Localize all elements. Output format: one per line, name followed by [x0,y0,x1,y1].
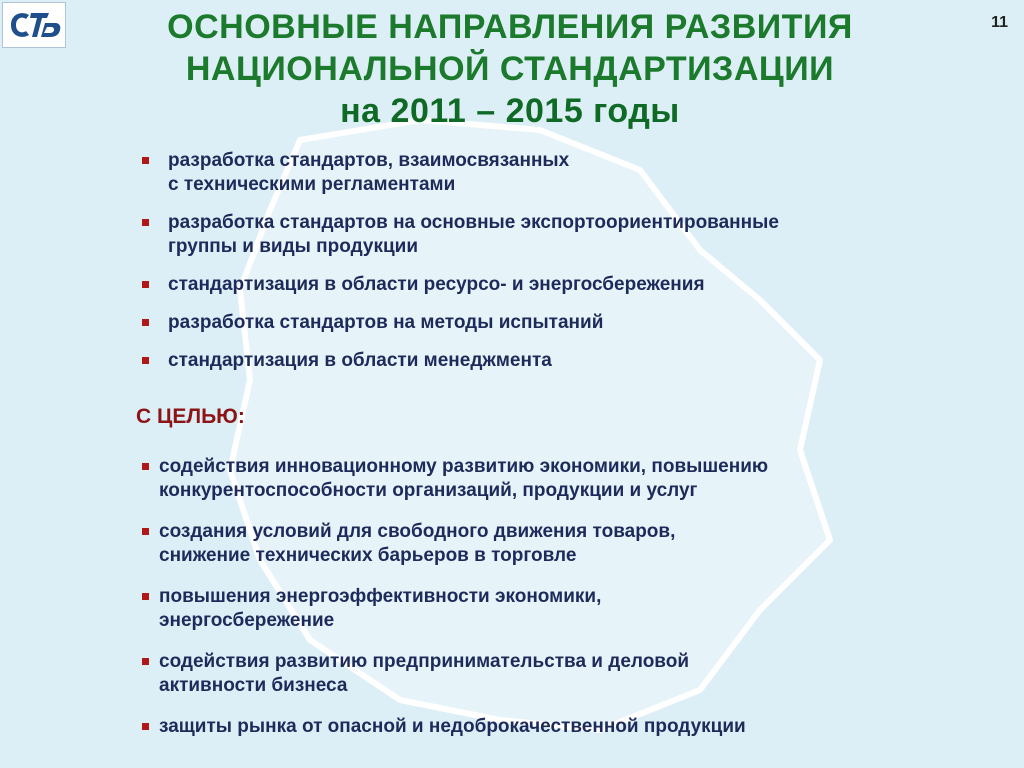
direction-text: стандартизация в области менеджмента [168,350,552,371]
goal-text: содействия инновационному развитию экономики, повышению [159,456,769,477]
bullet-square-icon [142,357,149,364]
bullet-square-icon [142,157,149,164]
bullet-square-icon [142,723,149,730]
goal-text: повышения энергоэффективности экономики, [159,586,602,607]
goals-list [140,455,980,756]
title-line-2: НАЦИОНАЛЬНОЙ СТАНДАРТИЗАЦИИ [185,50,835,88]
goal-text: создания условий для свободного движения товаров, [159,521,676,542]
direction-text: группы и виды продукции [168,236,419,257]
logo [2,2,66,48]
bullet-square-icon [142,219,149,226]
goal-text: конкурентоспособности организаций, продукции и услуг [159,480,698,501]
goal-text: защиты рынка от опасной и недоброкачественной продукции [159,716,746,737]
title-line-3: на 2011 – 2015 годы [340,92,680,130]
direction-text: разработка стандартов на основные экспортоориентированные [168,212,779,233]
goal-text: энергосбережение [159,610,335,631]
direction-item [140,311,960,335]
bullet-square-icon [142,463,149,470]
direction-item [140,273,960,297]
goal-text: снижение технических барьеров в торговле [159,545,577,566]
bullet-square-icon [142,281,149,288]
direction-text: с техническими регламентами [168,174,456,195]
direction-text: разработка стандартов на методы испытаний [168,312,604,333]
page-number: 11 [991,14,1008,31]
goal-item [140,585,980,633]
goal-item [140,650,980,698]
goal-text: содействия развитию предпринимательства и деловой [159,651,690,672]
direction-item [140,149,960,197]
direction-item [140,349,960,373]
direction-text: стандартизация в области ресурсо- и энергосбережения [168,274,705,295]
goal-text: активности бизнеса [159,675,348,696]
goal-item [140,520,980,568]
bullet-square-icon [142,658,149,665]
goal-item [140,715,980,739]
goal-heading: С ЦЕЛЬЮ: [136,405,245,428]
directions-list [140,149,960,387]
slide-title [70,6,950,132]
goal-item [140,455,980,503]
direction-text: разработка стандартов, взаимосвязанных [168,150,570,171]
bullet-square-icon [142,593,149,600]
title-line-1: ОСНОВНЫЕ НАПРАВЛЕНИЯ РАЗВИТИЯ [167,8,853,46]
direction-item [140,211,960,259]
bullet-square-icon [142,319,149,326]
bullet-square-icon [142,528,149,535]
